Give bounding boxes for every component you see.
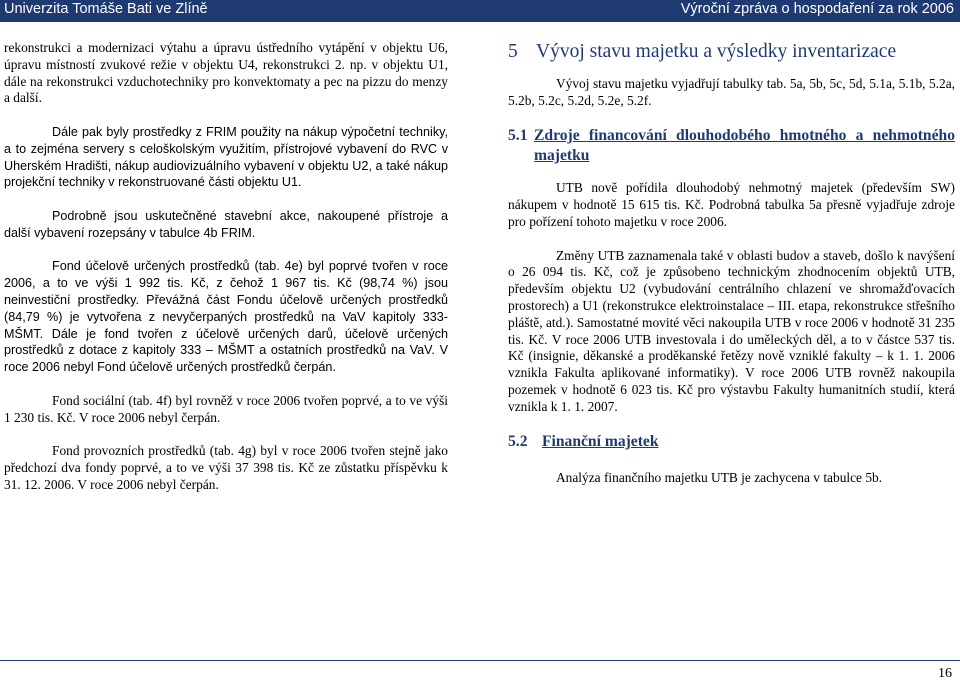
section-5-1-heading	[508, 126, 955, 166]
page-number: 16	[938, 666, 952, 681]
section-5-heading	[508, 40, 955, 64]
paragraph-fund-targeted: Fond účelově určených prostředků (tab. 4e) byl poprvé tvořen v roce 2006, a to ve výši 1 992 tis. Kč, z čehož 1 967 tis. Kč (98,74 %) jsou neinvestiční prostředky. Převážná část Fondu účelově určených prostředků (84,79 %) je vytvořena z nevyčerpaných prostředků na VaV kapitoly 333- MŠMT. Dále je fond tvořen z účelově určených darů, účelově určených prostředků z dotace z kapitoly 333 – MŠMT a ostatních prostředků na VaV. V roce 2006 nebyl Fond účelově určených prostředků čerpán.	[4, 259, 448, 375]
left-column	[4, 40, 448, 510]
section-5-number: 5	[508, 41, 518, 62]
header-university: Univerzita Tomáše Bati ve Zlíně	[4, 1, 208, 17]
section-5-2-number: 5.2	[508, 433, 528, 451]
paragraph-table-4b: Podrobně jsou uskutečněné stavební akce, nakoupené přístroje a další vybavení rozepsány v tabulce 4b FRIM.	[4, 208, 448, 240]
paragraph-fund-social: Fond sociální (tab. 4f) byl rovněž v roce 2006 tvořen poprvé, a to ve výši 1 230 tis. Kč. V roce 2006 nebyl čerpán.	[4, 392, 448, 425]
section-5-1-title: Zdroje financování dlouhodobého hmotného a nehmotného majetku	[534, 127, 955, 165]
section-5-1-number: 5.1	[508, 127, 528, 145]
paragraph-financial-assets: Analýza finančního majetku UTB je zachycena v tabulce 5b.	[556, 470, 883, 486]
section-5-2-heading	[508, 432, 955, 452]
paragraph-tables-intro: Vývoj stavu majetku vyjadřují tabulky tab. 5a, 5b, 5c, 5d, 5.1a, 5.1b, 5.2a, 5.2b, 5.2c, 5.2d, 5.2e, 5.2f.	[508, 76, 955, 108]
header-report-title: Výroční zpráva o hospodaření za rok 2006	[680, 1, 954, 17]
document-header	[0, 0, 960, 22]
paragraph-fund-operating: Fond provozních prostředků (tab. 4g) byl v roce 2006 tvořen stejně jako předchozí dva fondy poprvé, a to ve výši 37 398 tis. Kč ze zůstatku příspěvku k 31. 12. 2006. V roce 2006 nebyl čerpán.	[4, 443, 448, 492]
section-5-2-title: Finanční majetek	[542, 433, 659, 451]
right-column	[508, 40, 955, 504]
paragraph-reconstruction: rekonstrukci a modernizaci výtahu a úpravu ústředního vytápění v objektu U6, úpravu místností zvukové režie v objektu U4, rekonstrukci 2. np. v objektu U1, dále na rekonstrukci vzduchotechniky pro konvektomaty a pec na pizzu do menzy a další.	[4, 40, 448, 106]
paragraph-buildings: Změny UTB zaznamenala také v oblasti budov a staveb, došlo k navýšení o 26 094 tis. Kč, což je způsobeno technickým zhodnocením objektů UTB, především objektu U2 (vybudování centrálního chlazení ve shromažďovacích prostorech) a U1 (rekonstrukce elektroinstalace – III. etapa, rekonstrukce střešního pláště, atd.). Samostatné movité věci nakoupila UTB v roce 2006 v hodnotě 31 235 tis. Kč. V roce 2006 UTB investovala i do uměleckých děl, a to v částce 537 tis. Kč (insignie, děkanské a proděkanské řetězy nově vzniklé fakulty – k 1. 1. 2006 vznikla Fakulta aplikované informatiky). V roce 2006 UTB rovněž nakoupila pozemek v hodnotě 6 023 tis. Kč pro výstavbu Fakulty humanitních studií, která vznikla k 1. 1. 2007.	[508, 247, 955, 414]
paragraph-intangible-assets: UTB nově pořídila dlouhodobý nehmotný majetek (především SW) nákupem v hodnotě 15 615 tis. Kč. Podrobná tabulka 5a přesně vyjadřuje zdroje pro pořízení tohoto majetku v roce 2006.	[508, 180, 955, 229]
footer-divider	[0, 660, 960, 661]
paragraph-frim-equipment: Dále pak byly prostředky z FRIM použity na nákup výpočetní techniky, a to zejména servery s celoškolským využitím, přístrojové vybavení do RVC v Uherském Hradišti, nákup audiovizuálního vybavení v objektu U2, a také nákup projekční techniky v rekonstruované části objektu U1.	[4, 124, 448, 190]
section-5-title: Vývoj stavu majetku a výsledky inventarizace	[536, 41, 897, 62]
